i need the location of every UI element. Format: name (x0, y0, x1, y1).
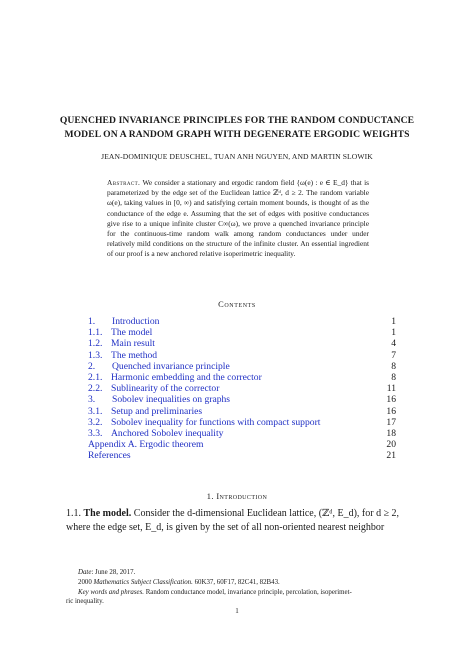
toc-entry[interactable] (88, 439, 396, 450)
title-line-1: QUENCHED INVARIANCE PRINCIPLES FOR THE RANDOM CONDUCTANCE (59, 115, 415, 126)
title-line-2: MODEL ON A RANDOM GRAPH WITH DEGENERATE ERGODIC WEIGHTS (64, 129, 410, 140)
keywords-value: Random conductance model, invariance principle, percolation, isoperimet- (143, 588, 352, 596)
toc-entry[interactable] (88, 316, 396, 327)
footnote-date (66, 568, 406, 578)
toc-entry-label[interactable]: Anchored Sobolev inequality (111, 427, 224, 439)
toc-entry-label[interactable]: Setup and preliminaries (111, 405, 203, 417)
toc-entry[interactable] (88, 338, 396, 349)
toc-entry[interactable] (88, 361, 396, 372)
toc-entry[interactable] (88, 350, 396, 361)
toc-entry-number[interactable]: 3.2. (88, 416, 103, 428)
toc-entry-page: 1 (391, 327, 396, 339)
abstract-label: Abstract. (107, 178, 141, 187)
toc-entry-page: 16 (386, 394, 396, 406)
footnotes (66, 568, 406, 607)
toc-entry-number[interactable]: 3.1. (88, 405, 103, 417)
toc-entry[interactable] (88, 428, 396, 439)
toc-entry[interactable] (88, 417, 396, 428)
footnote-keywords (66, 588, 406, 598)
keywords-label: Key words and phrases. (78, 588, 144, 596)
toc-entry-label[interactable]: Main result (111, 338, 155, 350)
section-number: 1. (206, 492, 214, 501)
toc-entry-number[interactable]: 1.1. (88, 327, 103, 339)
msc-prefix: 2000 (78, 578, 94, 586)
toc-entry[interactable] (88, 450, 396, 461)
toc-entry-label[interactable]: Sublinearity of the corrector (111, 383, 220, 395)
toc-entry-number[interactable]: 1. (88, 316, 96, 327)
toc-entry-number[interactable]: 3.3. (88, 427, 103, 439)
toc-entry-page: 18 (386, 427, 396, 439)
toc-entry-page: 1 (391, 316, 396, 327)
date-label: Date (78, 569, 92, 576)
toc-entry-label[interactable]: Appendix A. Ergodic theorem (88, 439, 204, 451)
toc-entry-number[interactable]: 3. (88, 394, 96, 406)
toc-entry-page: 17 (386, 416, 396, 428)
contents-heading: Contents (218, 300, 256, 309)
toc-entry-page: 7 (391, 349, 396, 361)
toc-entry-page: 11 (386, 383, 396, 395)
toc-entry[interactable] (88, 394, 396, 405)
intro-paragraph (66, 507, 406, 535)
toc-entry[interactable] (88, 383, 396, 394)
msc-label: Mathematics Subject Classification. (93, 578, 193, 586)
footnote-msc (66, 578, 406, 588)
intro-line-1: Consider the d-dimensional Euclidean lattice, (ℤᵈ, E_d), for d ≥ 2, (133, 508, 400, 519)
paper-title (40, 114, 434, 142)
toc-entry-number[interactable]: 1.3. (88, 349, 103, 361)
toc-entry-number[interactable]: 2.2. (88, 383, 103, 395)
toc-entry[interactable] (88, 327, 396, 338)
toc-entry[interactable] (88, 372, 396, 383)
abstract-text: We consider a stationary and ergodic random field {ω(e) : e ∈ E_d} that is parameterized by the edge set of the Euclidean lattice ℤᵈ, d ≥ 2. The random variable ω(e), taking values in [0, ∞) and satisfying certain moment bounds, is thought of as the conductance of the edge e. Assuming that the set of edges with positive conductances give rise to a unique infinite cluster C∞(ω), we prove a quenched invariance principle for the continuous-time random walk among random conductances under under relatively mild conditions on the structure of the infinite cluster. An essential ingredient of our proof is a new anchored relative isoperimetric inequality. (107, 178, 369, 259)
toc-entry-label[interactable]: Sobolev inequalities on graphs (112, 394, 231, 406)
page-number: 1 (235, 607, 239, 615)
toc-entry-label[interactable]: Quenched invariance principle (112, 360, 230, 372)
section-title: Introduction (216, 492, 268, 501)
intro-line-2: where the edge set, E_d, is given by the set of all non-oriented nearest neighbor (66, 522, 385, 533)
toc-entry-page: 20 (386, 439, 396, 451)
toc-entry-page: 21 (386, 450, 396, 462)
toc-entry-number[interactable]: 2. (88, 360, 96, 372)
toc-entry-number[interactable]: 2.1. (88, 371, 103, 383)
footnote-keywords-cont: ric inequality. (66, 598, 104, 606)
section-heading (0, 492, 474, 501)
toc-entry-label[interactable]: Introduction (112, 316, 160, 327)
abstract (107, 178, 369, 260)
toc-entry-page: 8 (391, 360, 396, 372)
table-of-contents (88, 316, 396, 461)
toc-entry-number[interactable]: 1.2. (88, 338, 103, 350)
authors: JEAN-DOMINIQUE DEUSCHEL, TUAN ANH NGUYEN, AND MARTIN SLOWIK (101, 152, 373, 161)
toc-entry-label[interactable]: References (88, 450, 131, 462)
subsection-number: 1.1. (66, 508, 81, 519)
toc-entry-page: 16 (386, 405, 396, 417)
toc-entry[interactable] (88, 406, 396, 417)
toc-entry-label[interactable]: The method (111, 349, 158, 361)
toc-entry-label[interactable]: Sobolev inequality for functions with compact support (111, 416, 321, 428)
toc-entry-label[interactable]: Harmonic embedding and the corrector (111, 371, 262, 383)
toc-entry-page: 4 (391, 338, 396, 350)
toc-entry-page: 8 (391, 371, 396, 383)
date-value: : June 28, 2017. (91, 569, 136, 576)
subsection-title: The model. (83, 508, 132, 519)
msc-value: 60K37, 60F17, 82C41, 82B43. (192, 578, 280, 586)
toc-entry-label[interactable]: The model (111, 327, 153, 339)
